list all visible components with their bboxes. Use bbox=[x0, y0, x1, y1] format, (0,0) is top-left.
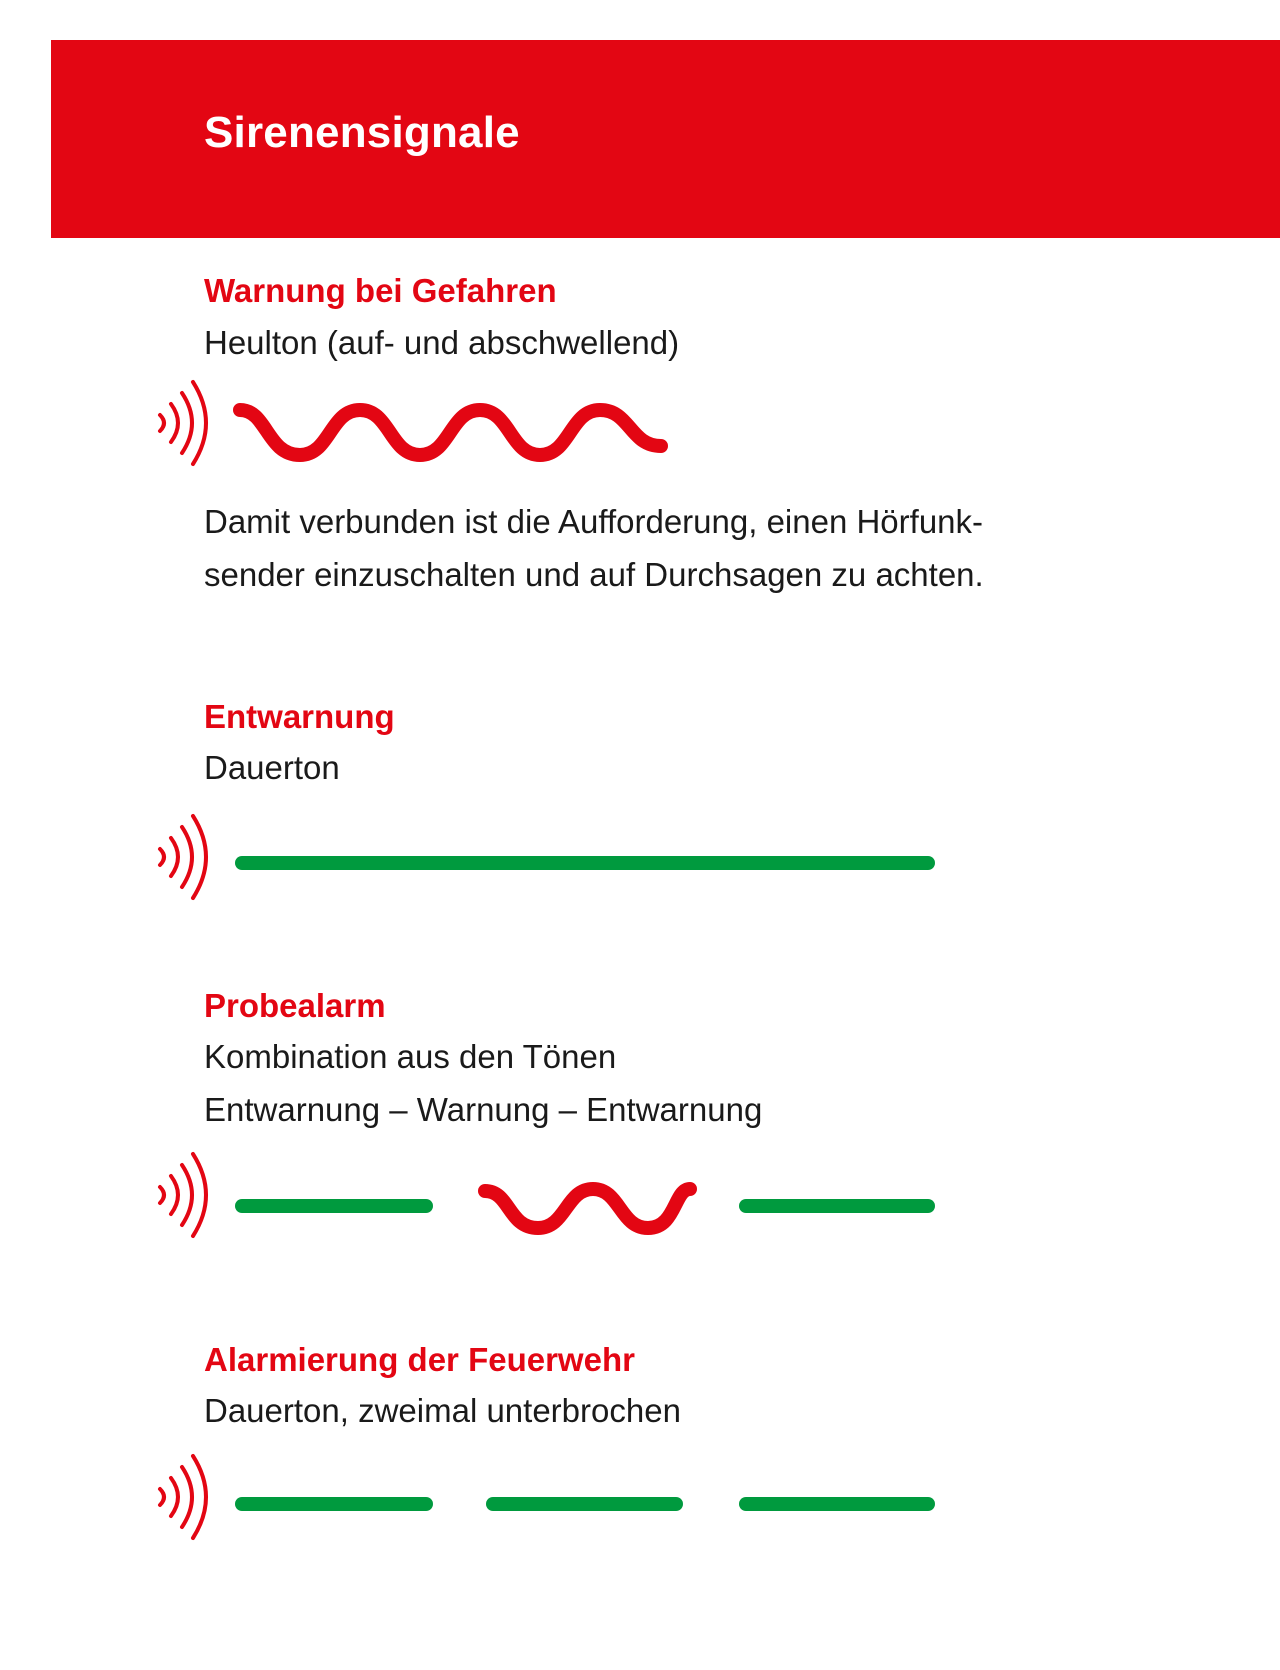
section-subtitle-test-alarm-line1: Kombination aus den Tönen bbox=[204, 1038, 617, 1075]
signal-all-clear bbox=[140, 812, 960, 912]
section-title-all-clear: Entwarnung bbox=[204, 698, 395, 735]
siren-sound-icon bbox=[160, 816, 206, 898]
siren-sound-icon bbox=[160, 382, 206, 464]
siren-sound-icon bbox=[160, 1456, 206, 1538]
section-description-line2: sender einzuschalten und auf Durchsagen zu achten. bbox=[204, 556, 984, 593]
siren-sound-icon bbox=[160, 1154, 206, 1236]
section-subtitle-all-clear: Dauerton bbox=[204, 749, 340, 786]
warning-wave-icon bbox=[240, 410, 661, 455]
section-subtitle-fire-brigade: Dauerton, zweimal unterbrochen bbox=[204, 1392, 681, 1429]
page-title: Sirenensignale bbox=[204, 108, 520, 157]
section-title-test-alarm: Probealarm bbox=[204, 987, 386, 1024]
section-title-fire-brigade: Alarmierung der Feuerwehr bbox=[204, 1341, 635, 1378]
signal-warning bbox=[140, 380, 960, 480]
signal-test-alarm bbox=[140, 1152, 960, 1252]
signal-fire-brigade bbox=[140, 1454, 960, 1554]
section-description-line1: Damit verbunden ist die Aufforderung, einen Hörfunk- bbox=[204, 503, 984, 540]
section-subtitle-warning: Heulton (auf- und abschwellend) bbox=[204, 324, 680, 361]
warning-wave-icon bbox=[485, 1189, 690, 1228]
section-title-warning: Warnung bei Gefahren bbox=[204, 272, 557, 309]
header-bar bbox=[51, 40, 1280, 238]
section-subtitle-test-alarm-line2: Entwarnung – Warnung – Entwarnung bbox=[204, 1091, 763, 1128]
